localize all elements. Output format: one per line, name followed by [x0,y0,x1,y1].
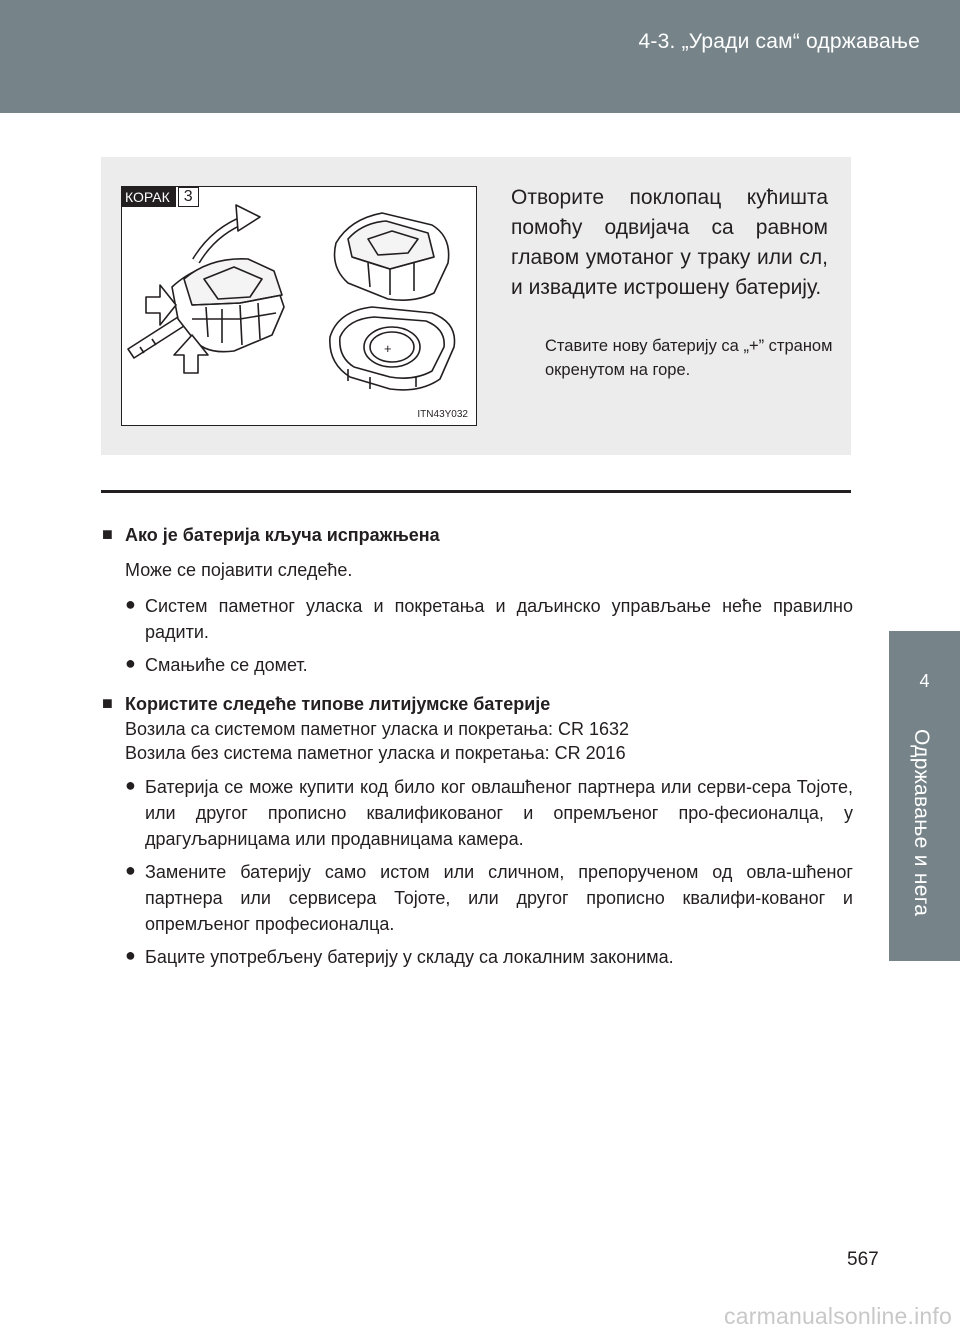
battery-type-no-smart-entry: Возила без система паметног уласка и покретања: CR 2016 [125,743,626,763]
heading-text: Користите следеће типове литијумске батерије [125,694,551,714]
step-illustration [121,186,477,426]
bullet-icon: ● [125,653,136,673]
key-battery-drawing [122,187,475,424]
heading-discharged-battery [101,523,853,548]
chapter-side-tab [889,631,960,961]
list-item-text: Замените батерију само истом или сличном, препорученом од овла-шћеног партнера или сервисера Тојоте, или другог прописно квалифи-кованог и опремљеног професионалца. [145,862,853,934]
heading-lithium-battery-types [101,692,853,717]
discharged-intro: Може се појавити следеће. [125,560,353,580]
heading-marker-icon: ■ [102,693,113,713]
bullet-icon: ● [125,860,136,880]
watermark: carmanualsonline.info [724,1303,952,1329]
list-item [125,652,853,678]
illustration-code: ITN43Y032 [417,409,468,420]
list-item [125,944,853,970]
bullet-icon: ● [125,775,136,795]
step-panel [101,157,851,455]
chapter-number: 4 [919,671,930,691]
bullet-icon: ● [125,594,136,614]
heading-marker-icon: ■ [102,524,113,544]
list-item [125,774,853,852]
list-item-text: Смањиће се домет. [145,655,308,675]
step-note: Ставите нову батерију са „+” страном окренутом на горе. [545,337,833,379]
step-badge-number: 3 [178,187,199,207]
heading-text: Ако је батерија кључа испражњена [125,525,440,545]
list-item-text: Систем паметног уласка и покретања и даљинско управљање неће правилно радити. [145,596,853,642]
step-badge-word: КОРАК [122,187,176,207]
step-instruction: Отворите поклопац кућишта помоћу одвијача са равном главом умотаног у траку или сл, и извадите истрошену батерију. [511,186,828,299]
battery-plus-mark: + [384,341,392,356]
bullet-icon: ● [125,945,136,965]
main-content [101,523,853,970]
section-divider [101,490,851,493]
page-number: 567 [847,1249,879,1270]
section-title: 4-3. „Уради сам“ одржавање [638,30,920,53]
chapter-label: Одржавање и нега [910,729,933,917]
header-band [0,0,960,113]
battery-type-smart-entry: Возила са системом паметног уласка и покретања: CR 1632 [125,719,630,739]
list-item [125,859,853,937]
list-item-text: Баците употребљену батерију у складу са локалним законима. [145,947,674,967]
list-item [125,593,853,645]
list-item-text: Батерија се може купити код било ког овлашћеног партнера или серви-сера Тојоте, или другог прописно квалификованог и опремљеног про-фесионалца, у драгуљарницама или продавницама камера. [145,777,853,849]
